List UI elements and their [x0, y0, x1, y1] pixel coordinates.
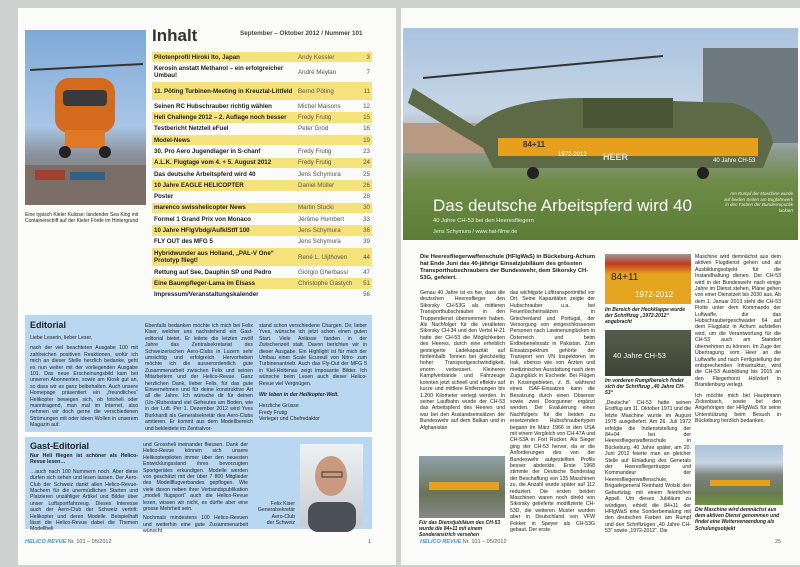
toc-author: Daniel Müller [298, 181, 335, 189]
editorial-col2: Ebenfalls bedanken möchte ich mich bei Felix Kiser, welcher uns nachstehend ein Gast-editorial bietet. Er leitete die letzten zwölf Jahre das Zentralsekretariat des Schweizerischen Aero-Clubs in Luzern sehr umsichtig und erfolgreich. Hervorheben möchte ich die ausserordentlich gute Zusammenarbeit zwischen Felix und seinen Mitarbeitern und der Helico-Revue. Ganz herzlichen Dank, lieber Felix, für das gute Einvernehmen und für deine konstruktive Art all die Jahre. Ich wünsche dir für deinen (Un-)Ruhestand viel Gefreutes am Boden, wie in der Luft. Per 1. Dezember 2012 wird Yves Burkhardt als Generalsekretär des Aero-Clubs amtieren. Er kommt aus dem Modellbereich und bekleidete im Zentralvor- [145, 323, 253, 432]
toc-title: marenco swisshelicopter News [154, 204, 246, 212]
toc-page: 28 [363, 193, 370, 201]
photo-hangar [695, 445, 783, 505]
left-page [18, 8, 396, 565]
tail-years: 1972-2012 [635, 290, 674, 299]
gast-editorial-heading: Gast-Editorial [30, 441, 90, 451]
page-number: 1 [368, 539, 372, 545]
tail-code: 84+11 [611, 272, 639, 283]
toc-author: Giorgio Gherbassi [298, 268, 348, 276]
toc-title: Pilotenprofil Hiroki Ito, Japan [154, 53, 240, 61]
issue-label: September – Oktober 2012 / Nummer 101 [240, 30, 363, 37]
heli-anniv: 40 Jahre CH-53 [713, 158, 756, 164]
toc-item[interactable] [152, 203, 372, 213]
toc-item[interactable] [152, 278, 372, 288]
toc-author: Martin Stucki [298, 204, 334, 212]
toc-item[interactable] [152, 52, 372, 62]
toc-page: 7 [366, 68, 370, 76]
toc-author: Christophe Gastych [298, 279, 353, 287]
front-anniv: 40 Jahre CH-53 [613, 351, 666, 360]
toc-author: André Meylan [298, 68, 337, 76]
toc-author: Fredy Frutig [298, 159, 332, 167]
toc-title: FLY OUT des MFG 5 [154, 238, 213, 246]
toc-page: 36 [363, 227, 370, 235]
toc-page: 3 [366, 53, 370, 61]
toc-author: Fredy Frutig [298, 114, 332, 122]
heli-heer: HEER [603, 152, 629, 162]
toc-item[interactable] [152, 169, 372, 179]
toc-author: Fredy Frutig [298, 147, 332, 155]
caption-hangar: Die Maschine wird demnächst aus dem aktiven Dienst genommen und findet eine Weiterverwendung als Schulungsobjekt [695, 507, 780, 532]
signature-line: Aero-Club [271, 513, 295, 520]
article-col4b: Ich möchte mich bei Hauptmann Zickenbach, sowie bei den Angehörigen der HFlgWaS für seine Unterstützung beim Besuch in Bückeburg herzlich bedanken. [695, 392, 781, 425]
toc-item[interactable] [152, 180, 372, 190]
toc-page: 23 [363, 147, 370, 155]
photo-jubilee [419, 456, 505, 518]
article-col3: „Deutsche“ CH-53 hatte seinen Erstflug am 11. Oktober 1971 und die letzte Maschine wurde im August 1975 ausgeliefert. Am 26. Juli 1972 erfolgte die Indienststellung der 84+04 bei der Heeresfliegerwaffenschule in Bückeburg. 40 Jahre später, am 20. Juni 2012 feierte man an gleicher Stelle auf Einladung des Generals der Heeresfliegertruppe und Kommandeur der Heeresfliegerwaffenschule, Brigadegeneral Reinhard Wolski den Geburtstag mit einem feierlichen Appell. Um dieses Jubiläum zu würdigen, erhielt die 84+11 der HFlgWaS eine Sonderbemalung mit den deutschen Farben am Rumpf und den Schriftzügen „40 Jahre CH-53“ sowie „1972-2012“. Die [605, 400, 691, 535]
toc-author: Jens Schymura [298, 170, 341, 178]
photo-note: Am Rumpf der Maschine wurde auf beiden Seiten am Bugfahrwerk in den Farben der Bundesrepublik lackiert [723, 191, 793, 213]
toc-title: Testbericht Netzteil eFuel [154, 125, 229, 133]
photo-tail [605, 254, 691, 304]
right-page [401, 8, 800, 565]
toc-author: Bernd Pöting [298, 87, 334, 95]
toc-page: 47 [363, 268, 370, 276]
gast-col1: …auch nach 100 Nummern noch. Aber diese dürfen sich sehen und lesen lassen. Der Aero-Club der Schweiz dankt allen Helico-Revue-Machern für die unermüdlichen Starten und Platzieren unzähliger Artikel und Bilder über unser Luftsportfahrzeug. Dieses Interesse auch der Aero-Club der Schweiz vertritt: Helikopter und deren Modelle. Beispielhaft lässt die Helico-Revue dabei die Themen Modellheli [30, 468, 138, 533]
toc-title: Rettung auf See, Dauphin SP und Pedro [154, 268, 272, 276]
toc-item[interactable] [152, 267, 372, 277]
gast-subheading: Nur Heli fliegen ist schöner als Helico-Revue lesen… [30, 453, 138, 466]
editorial-box [25, 315, 372, 432]
toc-page: 16 [363, 125, 370, 133]
toc-author: Andy Kessler [298, 53, 335, 61]
toc-author: René L. Uijthoven [298, 253, 348, 261]
toc-author: Jens Schymura [298, 238, 341, 246]
signoff-line: Herzliche Grüsse [259, 403, 299, 410]
toc-title: Impressum/Veranstaltungskalender [154, 291, 259, 299]
toc-page: 44 [363, 253, 370, 261]
signature-line: Felix Kiser [270, 501, 295, 507]
toc-author: Jens Schymura [298, 227, 341, 235]
toc-title: Inhalt [152, 26, 198, 45]
toc-page: 24 [363, 159, 370, 167]
toc-page: 11 [363, 87, 370, 95]
toc-title: Formel 1 Grand Prix von Monaco [154, 215, 251, 223]
footer [420, 539, 507, 545]
toc-item[interactable] [152, 225, 372, 235]
editorial-motto: Wir leben in der Helikopter-Welt. [259, 392, 339, 399]
toc-author: Jérôme Humbert [298, 215, 345, 223]
gast-col2b: Nochmals mindestens 100 Helico-Revuen und weiterhin eine gute Zusammenarbeit wünscht [143, 515, 248, 535]
photo-caption: Eine typisch Kieler Kulisse: landender Sea King mit Containerschiff auf der Kieler Förde im Hintergrund [25, 212, 139, 225]
toc-title: 30. Pro Aero Jugendlager in S-chanf [154, 147, 261, 155]
cover-photo [25, 30, 146, 205]
toc-title: A.L.K. Flugtage vom 4. + 5. August 2012 [154, 159, 272, 167]
signature-line: Generalsekretär [257, 507, 295, 514]
article-title: Das deutsche Arbeitspferd wird 40 [433, 196, 692, 215]
toc-page: 51 [363, 279, 370, 287]
editorial-col1: nach der viel beachteten Ausgabe 100 mit zahlreichen positiven Reaktionen, wofür ich mich an dieser Stelle herzlich bedanke, geht es nun weiter mit der vorliegenden Ausgabe 101. Das neue Erscheinungsbild kam bei unseren Abonnenten, sowie am Kiosk gut an, so dass wir es ganz beibehalten. Auch unsere Homepage präsentiert ein „freundliches“ Helikopter bewegen sich, ob fotoheli oder manntragend, man mal im Internet, also nehmen wir doch gerne die verschiedenen Strömungen mit oder ideen Wollen in unserem Magazin auf. [30, 345, 138, 429]
toc-item[interactable] [152, 146, 372, 156]
toc-item[interactable] [152, 112, 372, 122]
heli-years: 1972-2012 [558, 152, 587, 158]
toc-author: Michel Maisons [298, 102, 341, 110]
article-col2: das wichtigste Lufttransportmittel vor Ort. Seine Kapazitäten zeigte der Hubschrauber u.a. bei Feuerlöscheinsätzen in Griechenland und Portugal, der Versorgung von eingeschlossenen Personen nach Lawinenunglücken in Österreich und beim Erdbebeneinsatz in Pakistan. Zum Einsatzspektrum gehörte der Transport von VN Inspektoren im Irak, ebenso wie von Ärzten und medizinischer Ausstattung nach dem Zugunglück in Eschede. Bei Flügen in Krisengebieten, z. B. während eines ISAF-Einsatzes kann die Besatzung durch einen Observer sowie zwei Doorgunner ergänzt werden. Der Evaluierung eines Nachfolgers für die beiden zu ersetzenden Hubschraubertypen begann im März 1966 in den USA mit einem Vergleich von CH-47A und CH-53A in Fort Rucker. Als Sieger ging der CH-53 hervor, da er die Anforderungen des von der Bundeswehr aufgestellten Profils besser abdeckte. Erste 1968 stimmte der Deutsche Bundestag der Beschaffung von 135 Maschinen zu, die Anzahl wurde später auf 112 reduziert. Die ersten beiden Maschinen waren noch direkt von Sikorsky gelieferte modifizierte CH-53D, die weiteren Muster wurden aber in Deutschland von VFW Fokker in Speyer als CH-53G gebaut. Der erste [510, 290, 595, 534]
page-number: 25 [775, 539, 782, 545]
footer-issue: Nr. 101 – 05/2012 [462, 539, 507, 545]
toc-page: 30 [363, 204, 370, 212]
gast-col2: und Grossheli ineinander fliessen. Dank der Helico-Revue können sich unsere Helikopterpiloten immer über den neuesten Entwicklungsstand ihres bevorzugten Sportgerätes erkundigen. Modelle werden von geschätzt mit der über 7 800 Mitglieder des Modellflugverbandes gepflogen. Wie viele davon neben ihrer Verbandspublikation „modell flugsport“ auch die Helico-Revue lesen, wissen wir nicht, es dürfte aber eine grosse Mehrheit sein. [143, 442, 248, 513]
toc-item[interactable] [152, 158, 372, 168]
footer [25, 539, 112, 545]
toc-page: 15 [363, 114, 370, 122]
toc-page: 39 [363, 238, 370, 246]
hero-photo [403, 28, 798, 240]
toc-page: 19 [363, 136, 370, 144]
toc-item[interactable] [152, 82, 372, 100]
editorial-greeting: Liebe Leserin, lieber Leser, [30, 335, 93, 341]
article-lead: Die Heeresfliegerwaffenschule (HFlgWaS) in Bückeburg-Achum hat Ende Juni das 40-jährige Einsatzjubiläum des grössten Transporthubschraubers der Bundeswehr, dem Sikorsky CH-53G, gefeiert. [420, 254, 596, 281]
footer-brand: HELICO REVUE [420, 539, 462, 545]
toc-title: Kerosin anstatt Methanol – ein erfolgreicher Umbau! [154, 65, 284, 80]
caption-tail: Im Bereich der Heckklappe wurde der Schriftzug „1972-2012“ angebracht [605, 307, 686, 326]
toc-title: 11. Pöting Turbinen-Meeting in Kreuztal-Littfeld [154, 87, 293, 95]
article-subtitle: 40 Jahre CH-53 bei den Heeresfliegern [433, 218, 534, 224]
toc-title: Seinen RC Hubschrauber richtig wählen [154, 102, 272, 110]
toc-page: 56 [363, 291, 370, 299]
toc-page: 26 [363, 181, 370, 189]
toc-item[interactable] [152, 248, 372, 266]
article-byline: Jens Schymura / www.hat-filme.de [433, 229, 518, 235]
toc-title: Hybridwunder aus Holland, „PAL-V One“ Prototyp fliegt! [154, 250, 274, 264]
portrait-photo [300, 444, 363, 526]
toc-title: Eine Baumpfleger-Lama im Elsass [154, 279, 256, 287]
signoff-line: Verleger und Chefredaktor [259, 416, 320, 423]
toc-title: 10 Jahre HFlgVbdg/AufklStff 100 [154, 227, 250, 235]
toc-item[interactable] [152, 124, 372, 134]
toc-item[interactable] [152, 237, 372, 247]
toc-title: Poster [154, 193, 174, 201]
toc-title: Das deutsche Arbeitspferd wird 40 [154, 170, 256, 178]
toc-item[interactable] [152, 290, 372, 300]
editorial-heading: Editorial [30, 320, 67, 330]
editorial-col3: stand schon verschiedene Chargen. Dir, lieber Yves, wünsche ich jetzt schon einen guten Start. Viele Anlässe fanden in der Zwischenzeit statt. Davon berichten wir in dieser Ausgabe. Ein Highlight ist für mich der Umbau einer Scale Ecureuil von Nitro- zum Turbinenantrieb. Auch das Fly-Out der MFG 5 in Kiel-Holtenau zeigt imposante Bilder. Ich wünsche beim Lesen auch dieser Helico-Revue viel Vergnügen. [259, 323, 367, 387]
toc-page: 25 [363, 170, 370, 178]
toc-title: Model-News [154, 136, 191, 144]
toc-title: Heli Challenge 2012 – 2. Auflage noch besser [154, 114, 287, 122]
caption-front: Im vorderen Rumpfbereich findet sich der Schriftzug „40 Jahre CH-53“ [605, 378, 685, 397]
toc-item[interactable] [152, 192, 372, 202]
article-col4: Maschine wird demnächst aus dem aktiven Flugdienst gehen und als Ausbildungsobjekt für die Instandhaltung dienen. Der CH-53 wird in der Bundeswehr nach einige Jahre im Dienst stehen, Pläne gehen von einer Dienstzeit bis 2030 aus. Ab dem 1. Januar 2013 steht die CH-53 Flotte unter dem Kommando der Luftwaffe, die das Hubschraubergeschwader 64 auf dem Flugplatz in Achum aufstellen wird, um die Verantwortung für die CH-53 auch am Standort übernehmen zu können. Im Zuge der Übertragung vom Heer an die Luftwaffe und nach Fertigstellung der entsprechenden Infrastruktur, wird die CH-53 Ausbildung bis 2015 an den Fliegerhorst Holzdorf in Brandenburg verlegt. [695, 254, 781, 389]
footer-brand: HELICO REVUE [25, 539, 67, 545]
sea-king-helicopter-icon [25, 30, 146, 205]
gast-editorial-box [25, 437, 372, 535]
toc-author: Peter Grod [298, 125, 329, 133]
toc-item[interactable] [152, 63, 372, 81]
toc-page: 33 [363, 215, 370, 223]
article-col1: Genau 40 Jahre ist es her, dass die deutschen Heeresflieger den Sikorsky CH-53G als mittleren Transporthubschrauber in den Truppendienst übernommen haben. Als Nachfolger für die veralteten Sikorsky CH-34 und den Vertol H-21 hatte der CH-53 die Möglichkeiten des Heeres, durch eine erheblich gesteigerte Ladekapazität auf fünfeinhalb Tonnen bei gleichzeitig hoher Transportgeschwindigkeit, enorm verbessert. Kleineren Kampfverbände und Fahrzeuge konnten jetzt schnell und effektiv auf kurze und mittlere Entfernungen bis 1.200 Kilometer verlegt werden. In seiner Laufbahn wurde der CH-53 das Arbeitspferd des Heeres und war bei den Auslandseinsätzen der Bundeswehr auf dem Balkan und in Afghanistan [420, 290, 505, 431]
toc-item[interactable] [152, 135, 372, 145]
heli-code: 84+11 [523, 140, 546, 149]
toc-item[interactable] [152, 214, 372, 224]
signoff-line: Fredy Frutig [259, 409, 287, 416]
footer-issue: Nr. 101 – 05/2012 [67, 539, 112, 545]
signature-line: der Schweiz [266, 520, 295, 527]
toc-title: 10 Jahre EAGLE HELICOPTER [154, 181, 244, 189]
toc-item[interactable] [152, 101, 372, 111]
photo-front [605, 330, 691, 376]
caption-jubilee: Für das Dienstjubiläum des CH-53 wurde die 84+11 mit einem Sonderanstrich versehen [419, 520, 501, 539]
toc-page: 12 [363, 102, 370, 110]
